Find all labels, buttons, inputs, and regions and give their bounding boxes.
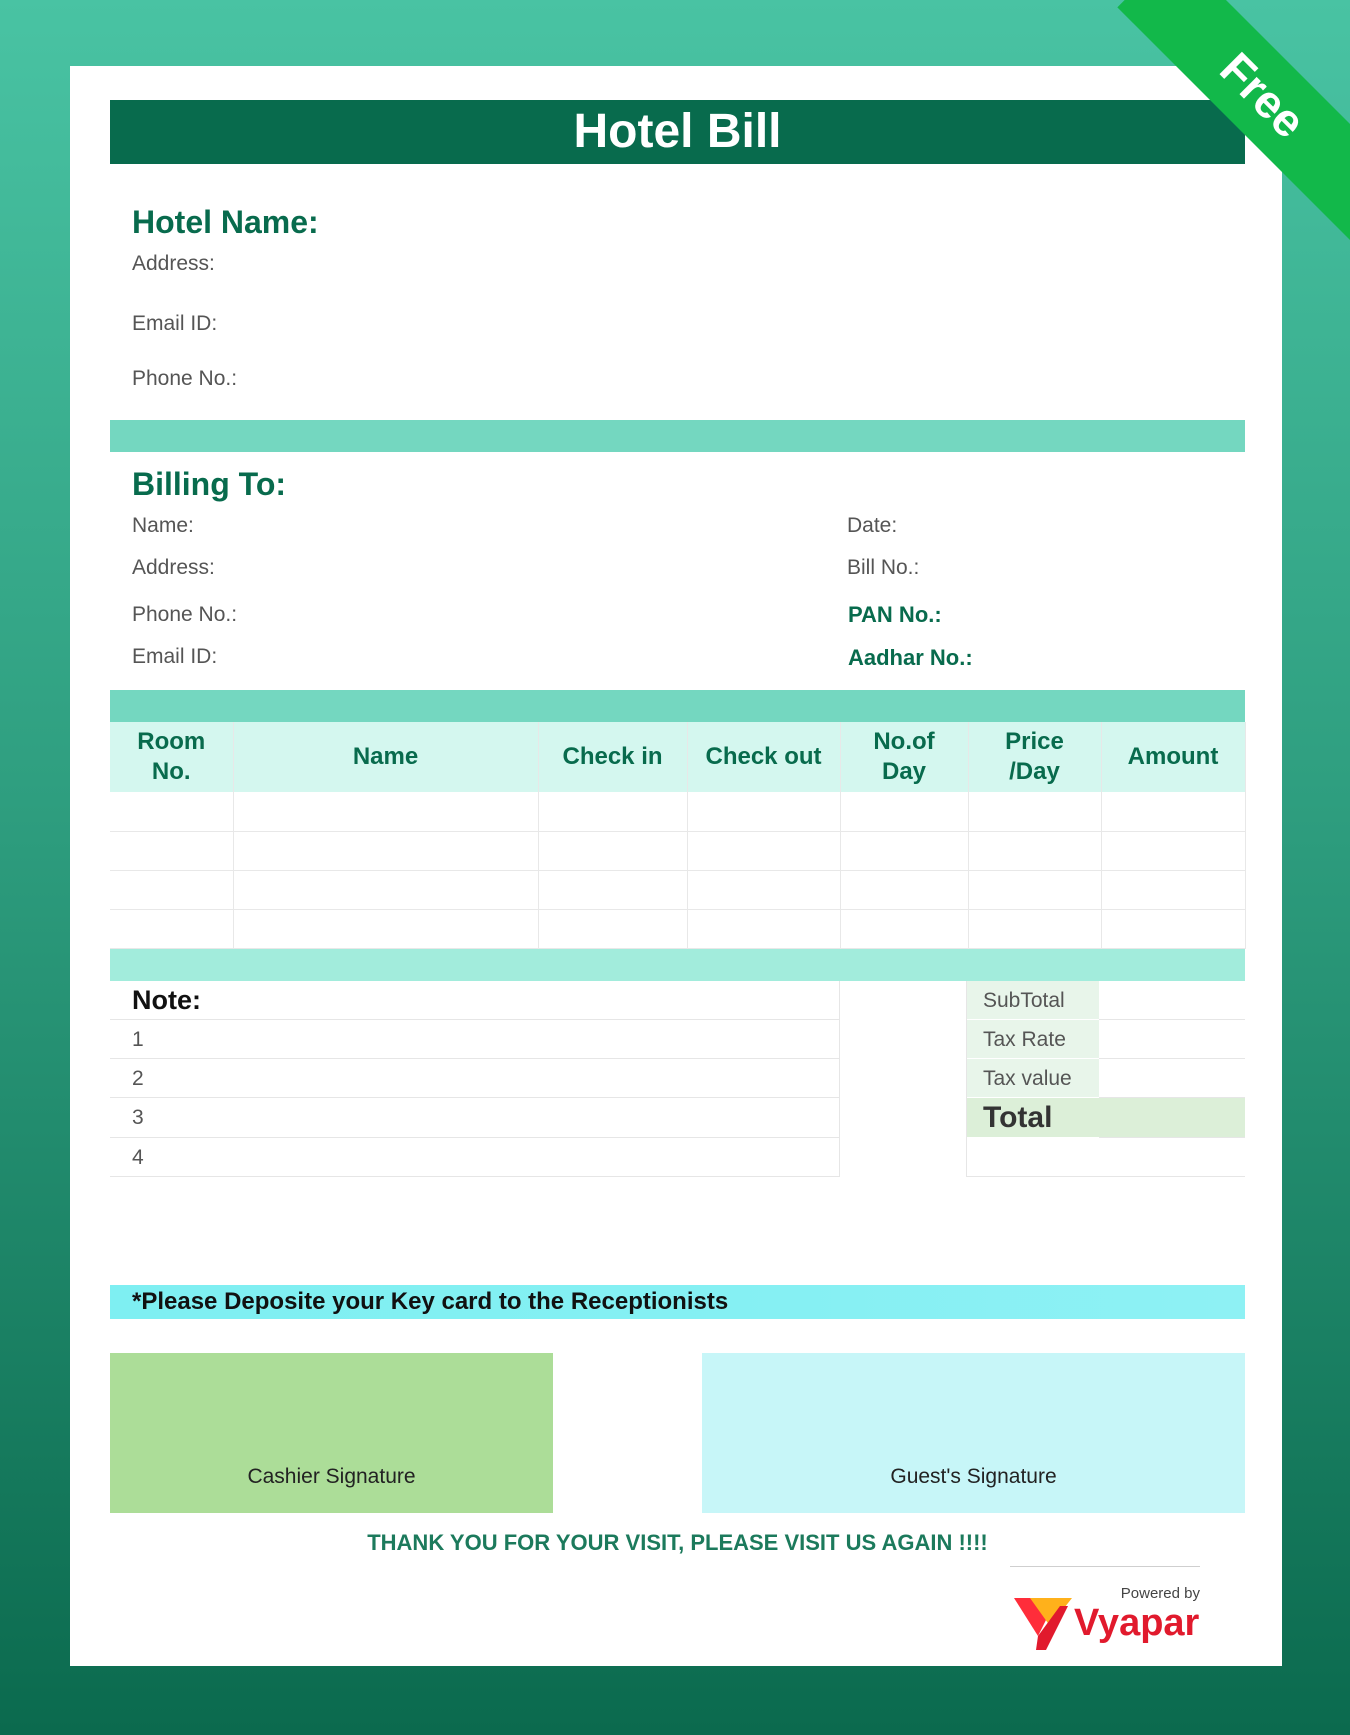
document-title: Hotel Bill: [110, 100, 1245, 164]
total-value[interactable]: [1099, 1098, 1245, 1138]
billing-email-label: Email ID:: [132, 645, 218, 668]
section-divider: [110, 690, 1245, 722]
footer-divider: [1010, 1566, 1200, 1567]
hotel-phone-label: Phone No.:: [132, 367, 238, 390]
table-cell[interactable]: [968, 831, 1101, 870]
tax-rate-label: Tax Rate: [967, 1020, 1099, 1059]
table-header-row: [110, 722, 1245, 792]
summary-blank-row: [967, 1138, 1245, 1177]
total-label: Total: [967, 1098, 1099, 1138]
guest-signature-box[interactable]: [702, 1353, 1245, 1513]
column-header-check-out: Check out: [687, 722, 840, 792]
table-cell[interactable]: [233, 792, 538, 831]
column-header-check-in: Check in: [538, 722, 687, 792]
table-cell[interactable]: [110, 909, 233, 948]
table-cell[interactable]: [233, 831, 538, 870]
table-cell[interactable]: [538, 792, 687, 831]
subtotal-label: SubTotal: [967, 981, 1099, 1020]
note-item[interactable]: 3: [110, 1098, 840, 1138]
section-divider: [110, 420, 1245, 452]
vyapar-logo-icon: [1012, 1592, 1074, 1654]
hotel-address-label: Address:: [132, 252, 215, 275]
table-cell[interactable]: [1101, 792, 1245, 831]
notes-heading: Note:: [132, 984, 201, 1015]
tax-rate-value[interactable]: [1099, 1020, 1245, 1059]
table-cell[interactable]: [968, 870, 1101, 909]
table-cell[interactable]: [110, 792, 233, 831]
vyapar-wordmark: Vyapar: [1074, 1602, 1200, 1644]
note-item[interactable]: 4: [110, 1138, 840, 1177]
free-badge-label: Free: [1117, 0, 1350, 240]
date-label: Date:: [847, 514, 898, 537]
bill-content: [110, 100, 1245, 1555]
billing-info: [110, 452, 1245, 690]
column-header-no-of-day: No.of Day: [840, 722, 968, 792]
thank-you-message: THANK YOU FOR YOUR VISIT, PLEASE VISIT US AGAIN !!!!: [367, 1530, 988, 1555]
table-row: [110, 870, 1245, 909]
table-cell[interactable]: [968, 792, 1101, 831]
powered-by-label: Powered by: [1120, 1585, 1200, 1602]
note-item[interactable]: 2: [110, 1059, 840, 1098]
column-divider: [839, 981, 840, 1177]
billing-heading: Billing To:: [132, 466, 287, 502]
table-cell[interactable]: [840, 792, 968, 831]
table-cell[interactable]: [840, 870, 968, 909]
table-cell[interactable]: [687, 909, 840, 948]
table-cell[interactable]: [110, 831, 233, 870]
notes-and-summary: [110, 981, 1245, 1177]
table-cell[interactable]: [538, 831, 687, 870]
table-row: [110, 792, 1245, 831]
table-cell[interactable]: [968, 909, 1101, 948]
table-cell[interactable]: [840, 831, 968, 870]
table-cell[interactable]: [1101, 831, 1245, 870]
subtotal-value[interactable]: [1099, 981, 1245, 1020]
items-table: [110, 722, 1246, 949]
section-divider: [110, 949, 1245, 981]
bill-number-label: Bill No.:: [847, 556, 920, 579]
column-header-room-no: Room No.: [110, 722, 233, 792]
table-cell[interactable]: [1101, 909, 1245, 948]
table-cell[interactable]: [687, 870, 840, 909]
table-cell[interactable]: [233, 870, 538, 909]
column-header-price-per-day: Price /Day: [968, 722, 1101, 792]
note-item[interactable]: 1: [110, 1020, 840, 1059]
table-cell[interactable]: [687, 831, 840, 870]
key-card-notice: *Please Deposite your Key card to the Receptionists: [110, 1285, 1245, 1319]
hotel-email-label: Email ID:: [132, 312, 218, 335]
table-cell[interactable]: [110, 870, 233, 909]
pan-number-label: PAN No.:: [848, 602, 942, 627]
billing-address-label: Address:: [132, 556, 215, 579]
column-header-amount: Amount: [1101, 722, 1245, 792]
column-header-name: Name: [233, 722, 538, 792]
table-cell[interactable]: [538, 909, 687, 948]
table-row: [110, 909, 1245, 948]
table-cell[interactable]: [1101, 870, 1245, 909]
table-cell[interactable]: [233, 909, 538, 948]
aadhar-number-label: Aadhar No.:: [848, 645, 973, 670]
table-row: [110, 831, 1245, 870]
billing-name-label: Name:: [132, 514, 194, 537]
cashier-signature-label: Cashier Signature: [247, 1465, 416, 1488]
vyapar-logo: [1012, 1592, 1204, 1654]
hotel-name-label: Hotel Name:: [132, 204, 319, 240]
notes-heading-row: [110, 981, 840, 1020]
cashier-signature-box[interactable]: [110, 1353, 553, 1513]
table-cell[interactable]: [840, 909, 968, 948]
table-cell[interactable]: [538, 870, 687, 909]
table-cell[interactable]: [687, 792, 840, 831]
tax-value-label: Tax value: [967, 1059, 1099, 1098]
bill-sheet: [70, 66, 1282, 1666]
guest-signature-label: Guest's Signature: [890, 1465, 1057, 1488]
billing-phone-label: Phone No.:: [132, 603, 238, 626]
hotel-info: [110, 164, 1245, 420]
free-badge: [1110, 0, 1350, 240]
tax-value-value[interactable]: [1099, 1059, 1245, 1098]
